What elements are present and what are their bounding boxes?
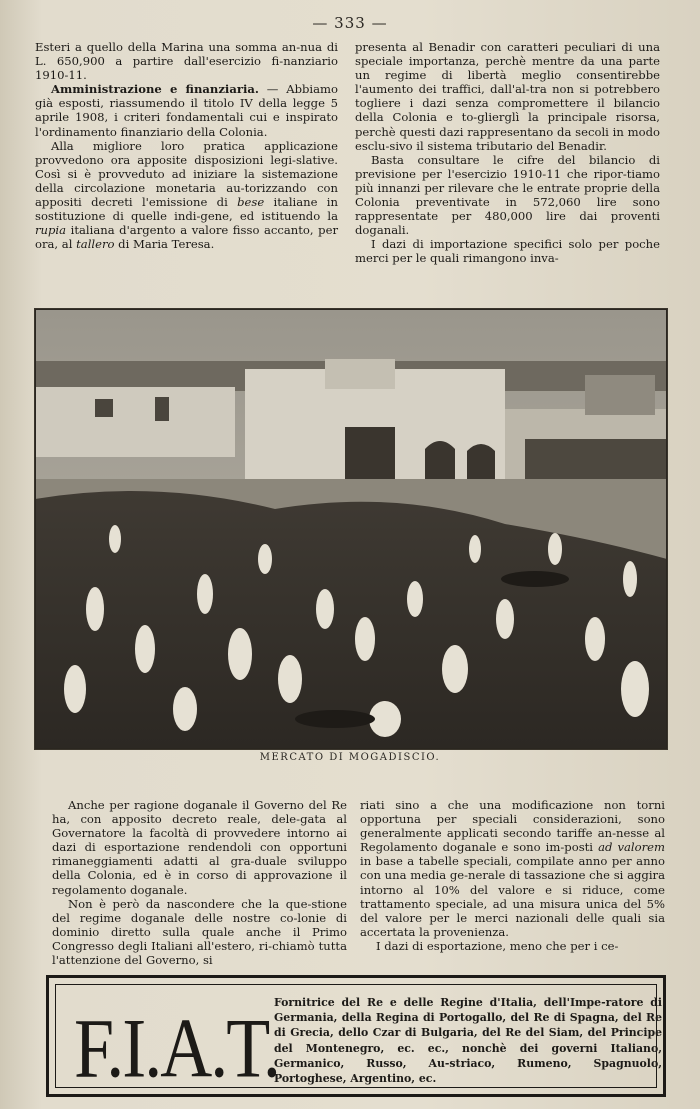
text-column-top-right	[355, 40, 660, 266]
paragraph-text: Alla migliore loro pratica applicazione provvedono ora apposite disposizioni legi-slative. Così si è provveduto ad iniziare la sistemazione della circolazione monetaria au-torizzando con appositi decreti l'emissione di	[35, 138, 338, 210]
paragraph-text: riati sino a che una modificazione non torni opportuna per speciali considerazioni, sono generalmente applicati secondo tariffe an-nesse al Regolamento doganale e sono im-posti	[360, 798, 665, 855]
paragraph: I dazi di esportazione, meno che per i ce-	[376, 938, 619, 953]
paragraph-text: — Abbiamo già esposti, riassumendo il titolo IV della legge 5 aprile 1908, i criteri fondamentali cui e inspirato l'ordinamento finanziario della Colonia.	[35, 82, 339, 139]
photo-caption: MERCATO DI MOGADISCIO.	[259, 752, 441, 763]
paragraph	[360, 798, 665, 939]
paragraph-text: italiana d'argento a valore fisso accanto, per ora, al	[35, 223, 338, 252]
paragraph: Basta consultare le cifre del bilancio di previsione per l'esercizio 1910-11 che ripor-tiamo più innanzi per rilevare che le entrate proprie della Colonia preventivate in 572,060 lire sono rappresentate per 480,000 lire dai proventi doganali.	[355, 152, 660, 238]
paragraph-text: di Maria Teresa.	[114, 237, 215, 252]
text-column-top-left	[35, 40, 338, 251]
section-heading: Amministrazione e finanziaria.	[51, 82, 259, 97]
paragraph-text: italiane in sostituzione di quelle indi-gene, ed istituendo la	[35, 195, 338, 224]
italic-term: rupia	[35, 223, 67, 238]
paragraph: presenta al Benadir con caratteri peculiari di una speciale importanza, perchè mentre da una parte un regime di libertà meglio consentirebbe l'aumento dei traffici, dall'al-tra non si potrebbero togliere i dazi senza compromettere il bilancio della Colonia e to-glierglì la principale risorsa, perchè questi dazi rappresentano da secoli in modo esclu-sivo il sistema tributario del Benadir.	[355, 40, 660, 153]
italic-term: tallero	[76, 237, 115, 252]
paragraph: I dazi di importazione specifici solo per poche merci per le quali rimangono inva-	[355, 237, 660, 266]
ad-text: Fornitrice del Re e delle Regine d'Italia, dell'Impe-ratore di Germania, della Regina di Portogallo, del Re di Spagna, del Re di Grecia, dello Czar di Bulgaria, del Re del Siam, del Principe del Montenegro, ec. ec., nonchè dei governi Italiano, Germanico, Russo, Au-striaco, Rumeno, Spagnuolo, Portoghese, Argentino, ec.	[274, 996, 662, 1086]
fiat-advertisement	[46, 975, 666, 1097]
page-number: — 333 —	[312, 14, 388, 32]
paragraph-text: in base a tabelle speciali, compilate anno per anno con una media ge-nerale di tassazione che si aggira intorno al 10% del valore e si riduce, come trattamento speciale, ad una misura unica del 5% del valore per le merci nazionali delle quali sia accertata la provenienza.	[360, 854, 665, 939]
text-column-bottom-left	[52, 798, 347, 967]
italic-term: bese	[237, 195, 265, 210]
ad-brand-logo: F.I.A.T.	[74, 1000, 279, 1096]
paragraph: Anche per ragione doganale il Governo del Re ha, con apposito decreto reale, dele-gata al Governatore la facoltà di provvedere intorno ai dazi di esportazione rendendoli con opportuni rimaneggiamenti adatti al gra-duale sviluppo della Colonia, ed è in corso di approvazione il regolamento doganale.	[52, 798, 347, 897]
paragraph: Esteri a quello della Marina una somma an-nua di L. 650,900 a partire dall'esercizio fi-nanziario 1910-11.	[35, 40, 338, 83]
ad-inner-border	[55, 984, 662, 1096]
market-photograph	[34, 308, 668, 750]
italic-term: ad valorem	[598, 840, 665, 855]
paragraph: Non è però da nascondere che la que-stione del regime doganale delle nostre co-lonie di dominio diretto sulla quale anche il Primo Congresso degli Italiani all'estero, ri-chiamò tutta l'attenzione del Governo, si	[52, 896, 347, 968]
paragraph	[35, 139, 338, 252]
paragraph	[35, 82, 338, 138]
text-column-bottom-right	[360, 798, 665, 953]
